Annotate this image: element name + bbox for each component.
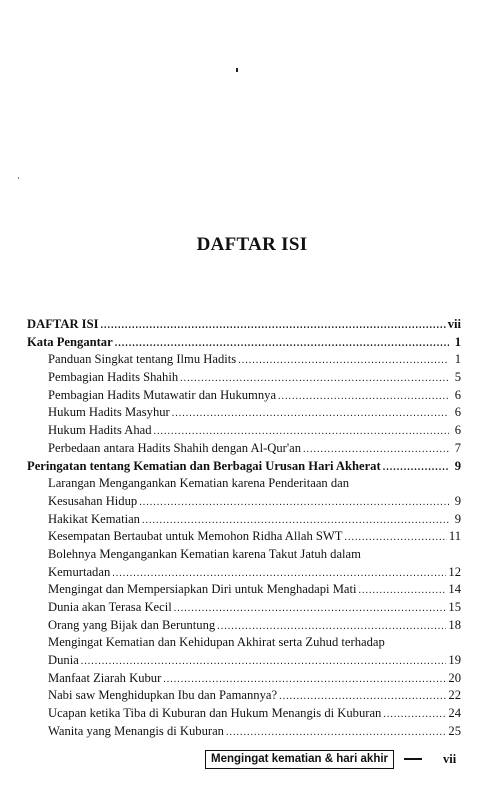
toc-leader-dots [383,706,446,724]
toc-entry-page: 1 [454,352,461,367]
toc-entry [27,581,461,599]
toc-entry [27,687,461,705]
toc-entry-page: 5 [454,370,461,385]
toc-leader-dots [163,671,446,689]
toc-entry [27,475,461,493]
toc-entry-title: Manfaat Ziarah Kubur [48,670,162,685]
toc-entry-title: Ucapan ketika Tiba di Kuburan dan Hukum Menangis di Kuburan [48,706,382,721]
toc-entry-title: Hakikat Kematian [48,511,140,526]
toc-entry-title: Kesempatan Bertaubat untuk Memohon Ridha Allah SWT [48,529,343,544]
toc-entry [27,369,461,387]
footer-dash [404,758,422,760]
toc-entry-page: 25 [448,723,461,738]
toc-entry-title: Orang yang Bijak dan Beruntung [48,617,216,632]
toc-leader-dots [139,494,449,512]
toc-entry-title: Nabi saw Menghidupkan Ibu dan Pamannya? [48,688,278,703]
toc-entry [27,528,461,546]
toc-entry-title: Hukum Hadits Ahad [48,423,152,438]
toc-entry-page: 1 [454,334,461,349]
toc-entry-title: Perbedaan antara Hadits Shahih dengan Al-Qur'an [48,440,302,455]
toc-entry-title: Pembagian Hadits Mutawatir dan Hukumnya [48,387,277,402]
toc-leader-dots [217,618,446,636]
toc-entry [27,511,461,529]
page-footer [205,750,456,768]
toc-entry [27,334,461,352]
toc-entry-page: 15 [448,600,461,614]
toc-entry [27,705,461,723]
toc-leader-dots [115,335,449,353]
toc-entry-page: 9 [454,493,461,508]
toc-entry-page: 9 [454,511,461,526]
toc-entry-title: Mengingat Kematian dan Kehidupan Akhirat serta Zuhud terhadap [48,635,385,650]
toc-entry [27,422,461,440]
toc-entry [27,670,461,688]
toc-leader-dots [238,352,449,370]
toc-leader-dots [278,388,449,406]
toc-entry [27,387,461,405]
toc-entry [27,458,461,476]
toc-leader-dots [345,529,447,547]
toc-entry-page: 12 [448,564,461,579]
toc-entry-page: 19 [448,653,461,668]
toc-entry [27,652,461,670]
toc-entry-title: Dunia [48,653,79,668]
page-title: DAFTAR ISI [196,234,308,255]
toc-entry-title: Kemurtadan [48,564,111,579]
toc-entry [27,617,461,635]
toc-entry-title: Peringatan tentang Kematian dan Berbagai Urusan Hari Akherat [27,458,381,473]
toc-entry-title: Kesusahan Hidup [48,493,138,508]
table-of-contents [27,316,461,741]
toc-leader-dots [174,600,447,618]
toc-leader-dots [358,582,446,600]
toc-entry-page: 6 [454,387,461,402]
toc-entry [27,440,461,458]
toc-entry [27,723,461,741]
toc-entry-page: 20 [448,670,461,685]
ink-speck [236,68,238,72]
toc-leader-dots [101,317,446,335]
toc-entry-page: vii [447,317,461,331]
toc-entry-title: Panduan Singkat tentang Ilmu Hadits [48,352,237,367]
toc-entry-page: 6 [454,423,461,438]
toc-leader-dots [172,405,449,423]
toc-entry [27,351,461,369]
toc-entry-title: Dunia akan Terasa Kecil [48,600,172,614]
toc-entry [27,404,461,422]
toc-entry [27,546,461,564]
toc-leader-dots [154,423,449,441]
toc-entry-title: Wanita yang Menangis di Kuburan [48,723,224,738]
toc-leader-dots [112,565,446,583]
page-number: vii [443,751,457,766]
toc-entry-page: 18 [448,617,461,632]
toc-entry [27,493,461,511]
toc-entry-title: DAFTAR ISI [27,317,99,331]
toc-entry-title: Bolehnya Mengangankan Kematian karena Takut Jatuh dalam [48,546,361,561]
toc-leader-dots [142,512,449,530]
toc-leader-dots [279,688,446,706]
toc-entry [27,599,461,617]
toc-entry-page: 6 [454,405,461,420]
toc-entry [27,316,461,334]
toc-entry [27,564,461,582]
toc-entry-page: 14 [448,582,461,597]
toc-entry-page: 24 [448,706,461,721]
toc-entry-title: Kata Pengantar [27,334,113,349]
toc-entry-page: 22 [448,688,461,703]
toc-entry-page: 11 [448,529,461,544]
toc-entry-page: 9 [454,458,461,473]
toc-leader-dots [81,653,447,671]
toc-entry-title: Hukum Hadits Masyhur [48,405,170,420]
toc-entry-page: 7 [454,440,461,455]
toc-leader-dots [383,459,449,477]
toc-leader-dots [226,724,446,742]
toc-entry-title: Larangan Mengangankan Kematian karena Penderitaan dan [48,476,350,491]
toc-leader-dots [180,370,449,388]
toc-leader-dots [303,441,449,459]
toc-entry-title: Pembagian Hadits Shahih [48,370,179,385]
toc-entry-title: Mengingat dan Mempersiapkan Diri untuk Menghadapi Mati [48,582,357,597]
toc-entry [27,634,461,652]
running-title: Mengingat kematian & hari akhir [205,750,394,769]
ink-speck [18,177,19,179]
